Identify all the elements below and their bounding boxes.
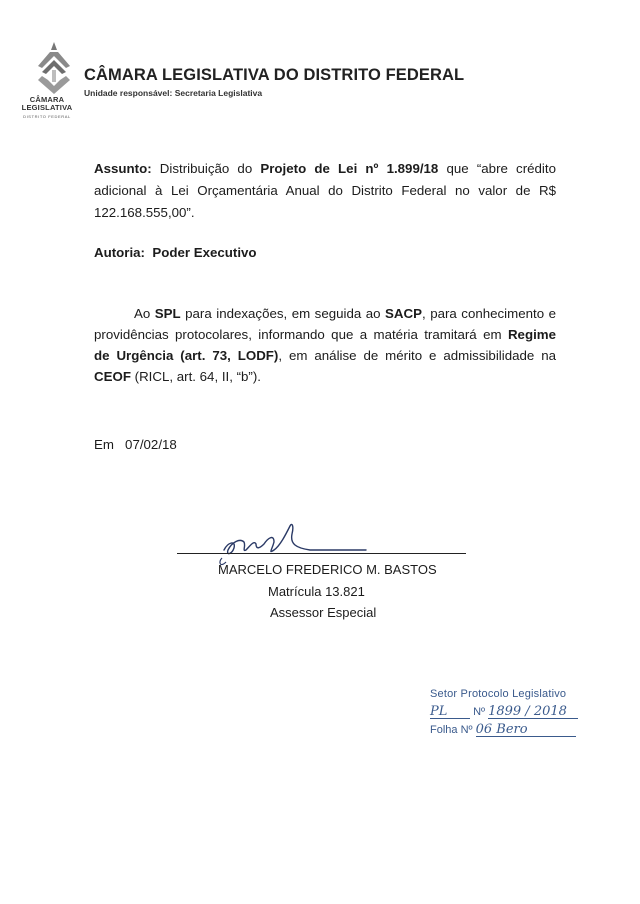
signer-name: MARCELO FREDERICO M. BASTOS [218, 562, 437, 577]
authorship-value: Poder Executivo [152, 245, 257, 260]
stamp-title: Setor Protocolo Legislativo [430, 688, 567, 700]
stamp-number-line [430, 706, 578, 719]
org-unit: Unidade responsável: Secretaria Legislativa [84, 88, 263, 98]
stamp-page-label: Folha Nº [430, 724, 473, 736]
authorship [94, 242, 556, 263]
dispatch-sacp: SACP [385, 306, 422, 321]
signer-role: Assessor Especial [270, 605, 377, 620]
authorship-label: Autoria: [94, 245, 145, 260]
dispatch-line-1 [94, 303, 556, 324]
dispatch-urgency: de Urgência (art. 73, LODF) [94, 348, 279, 363]
dispatch-text-5: , em análise de mérito e admissibilidade na [278, 348, 556, 363]
date-line [94, 434, 556, 455]
stamp-pl: PL [430, 706, 470, 719]
dispatch-spl: SPL [154, 306, 181, 321]
org-title: CÂMARA LEGISLATIVA DO DISTRITO FEDERAL [84, 66, 465, 84]
signer-registration: Matrícula 13.821 [268, 584, 365, 599]
stamp-page-value: 06 Bero [476, 724, 576, 737]
subject-line-3: 122.168.555,00”. [94, 205, 195, 220]
subject-text-1: Distribuição do [159, 161, 253, 176]
date-label: Em [94, 437, 114, 452]
chamber-logo-icon [26, 40, 82, 96]
subject-line-1 [94, 158, 556, 179]
dispatch-text-4: providências protocolares, informando que a matéria tramitará em [94, 327, 502, 342]
bill-reference: Projeto de Lei nº 1.899/18 [260, 161, 439, 176]
logo-text-camara: CÂMARA [29, 95, 65, 104]
dispatch-line-4 [94, 366, 556, 387]
dispatch-text-6: (RICL, art. 64, II, “b”). [134, 369, 261, 384]
dispatch-line-3 [94, 345, 556, 366]
signature-line [177, 553, 466, 554]
logo-text-legislativa: LEGISLATIVA [21, 103, 73, 112]
stamp-number-label: Nº [473, 706, 486, 718]
stamp-page-line [430, 724, 576, 737]
dispatch-regime: Regime [507, 327, 556, 342]
logo-text-df: DISTRITO FEDERAL [23, 114, 71, 119]
stamp-number-value: 1899 / 2018 [488, 706, 578, 719]
dispatch-line-2 [94, 324, 556, 345]
subject-line-2: adicional à Lei Orçamentária Anual do Distrito Federal no valor de R$ [94, 183, 556, 198]
date-value: 07/02/18 [125, 437, 177, 452]
dispatch-text-2: para indexações, em seguida ao [185, 306, 381, 321]
dispatch-ceof: CEOF [94, 369, 131, 384]
dispatch-text-3: , para conhecimento e [422, 306, 556, 321]
subject-text-2: que “abre crédito [446, 161, 556, 176]
subject-label: Assunto: [94, 161, 152, 176]
dispatch-text-1: Ao [134, 306, 151, 321]
